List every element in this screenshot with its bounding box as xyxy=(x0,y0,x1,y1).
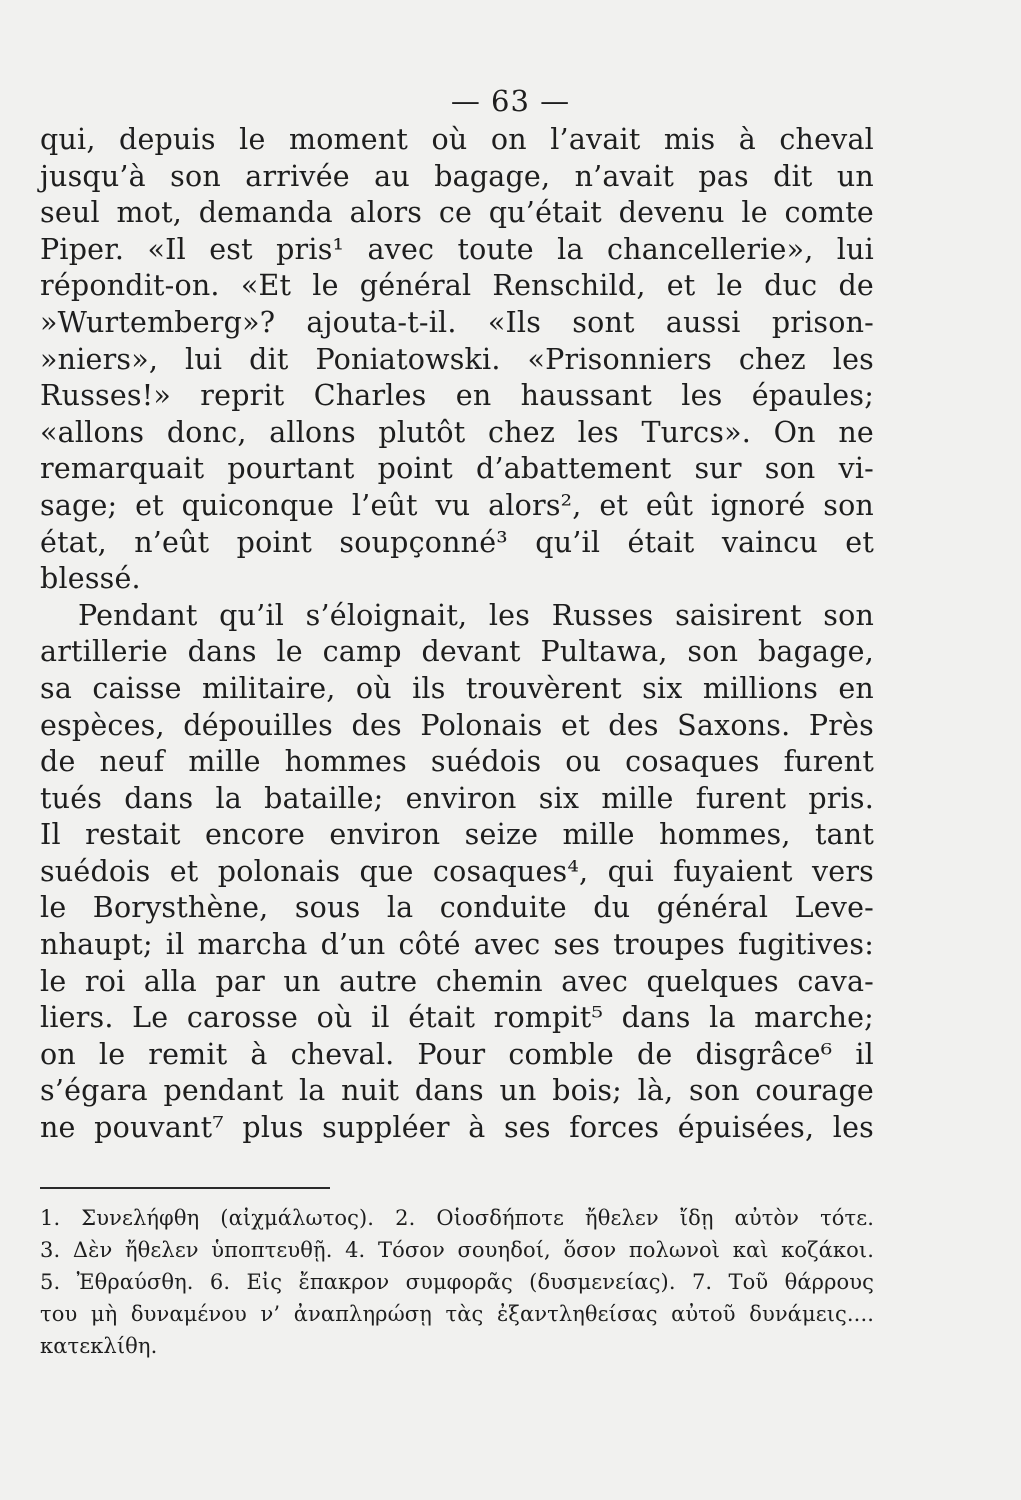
text-line: qui, depuis le moment où on l’avait mis à cheval xyxy=(40,123,874,156)
text-line: Piper. «Il est pris¹ avec toute la chancellerie», lui xyxy=(40,232,874,266)
text-line: le roi alla par un autre chemin avec quelques cava- xyxy=(40,964,874,998)
text-line: »niers», lui dit Poniatowski. «Prisonniers chez les xyxy=(40,342,874,376)
text-line: jusqu’à son arrivée au bagage, n’avait pas dit un xyxy=(40,159,874,193)
text-line: sa caisse militaire, où ils trouvèrent six millions en xyxy=(40,671,874,705)
text-line: seul mot, demanda alors ce qu’était devenu le comte xyxy=(40,196,874,230)
text-line: état, n’eût point soupçonné³ qu’il était vaincu et xyxy=(40,525,874,559)
text-line: tués dans la bataille; environ six mille furent pris. xyxy=(40,781,874,815)
footnote-line: του μὴ δυναμένου ν’ ἀναπληρώσῃ τὰς ἐξαντληθείσας αὐτοῦ δυνάμεις.... xyxy=(40,1302,874,1326)
text-line: on le remit à cheval. Pour comble de disgrâce⁶ il xyxy=(40,1037,874,1071)
text-line: de neuf mille hommes suédois ou cosaques furent xyxy=(40,745,874,779)
footnote-line: κατεκλίθη. xyxy=(40,1334,158,1358)
footnote-line: 1. Συνελήφθη (αἰχμάλωτος). 2. Οἱοσδήποτε ἤθελεν ἴδῃ αὐτὸν τότε. xyxy=(40,1206,874,1230)
body-text xyxy=(40,122,874,1147)
footnotes xyxy=(40,1202,874,1362)
text-line: remarquait pourtant point d’abattement sur son vi- xyxy=(40,452,874,486)
text-line: »Wurtemberg»? ajouta-t-il. «Ils sont aussi prison- xyxy=(40,305,874,339)
text-line: espèces, dépouilles des Polonais et des Saxons. Près xyxy=(40,708,874,742)
footnote-separator xyxy=(40,1187,330,1189)
text-line: Russes!» reprit Charles en haussant les épaules; xyxy=(40,379,874,413)
text-line: ne pouvant⁷ plus suppléer à ses forces épuisées, les xyxy=(40,1111,874,1145)
text-line: le Borysthène, sous la conduite du général Leve- xyxy=(40,891,874,925)
footnote-line: 3. Δὲν ἤθελεν ὑποπτευθῇ. 4. Τόσον σουηδοί, ὅσον πολωνοὶ καὶ κοζάκοι. xyxy=(40,1238,874,1262)
page-number: — 63 — xyxy=(450,84,571,118)
text-line: blessé. xyxy=(40,562,141,596)
text-line: nhaupt; il marcha d’un côté avec ses troupes fugitives: xyxy=(40,928,874,962)
text-line: s’égara pendant la nuit dans un bois; là, son courage xyxy=(40,1074,874,1108)
text-line: suédois et polonais que cosaques⁴, qui fuyaient vers xyxy=(40,854,874,888)
text-line: Il restait encore environ seize mille hommes, tant xyxy=(40,818,874,852)
footnote-line: 5. Ἐθραύσθη. 6. Εἰς ἔπακρον συμφορᾶς (δυσμενείας). 7. Τοῦ θάρρους xyxy=(40,1270,874,1294)
paragraph-start-line: Pendant qu’il s’éloignait, les Russes saisirent son xyxy=(78,598,874,632)
text-line: répondit-on. «Et le général Renschild, et le duc de xyxy=(40,269,874,303)
text-line: «allons donc, allons plutôt chez les Turcs». On ne xyxy=(40,415,874,449)
text-line: liers. Le carosse où il était rompit⁵ dans la marche; xyxy=(40,1001,874,1035)
text-line: sage; et quiconque l’eût vu alors², et eût ignoré son xyxy=(40,488,874,522)
text-line: artillerie dans le camp devant Pultawa, son bagage, xyxy=(40,635,874,669)
